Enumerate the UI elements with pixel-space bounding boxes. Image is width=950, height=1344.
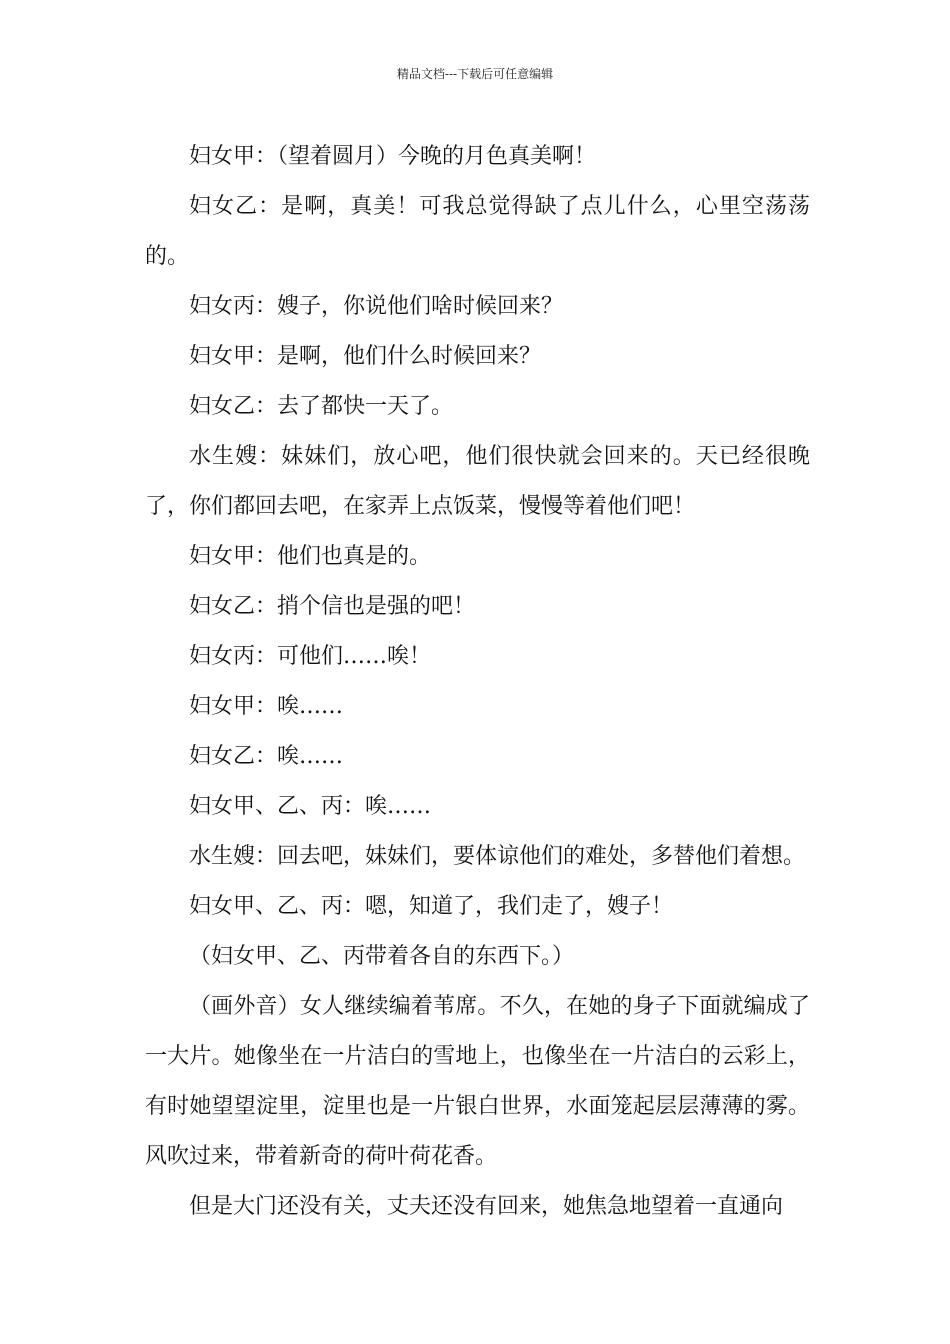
paragraph: 妇女甲：他们也真是的。 [189,544,432,569]
paragraph: 妇女乙：去了都快一天了。 [189,394,454,419]
page-header: 精品文档---下载后可任意编辑 [396,67,554,81]
paragraph: 但是大门还没有关，丈夫还没有回来，她焦急地望着一直通向 [189,1194,784,1219]
paragraph: （画外音）女人继续编着苇席。不久，在她的身子下面就编成了一大片。她像坐在一片洁白的雪地上，也像坐在一片洁白的云彩上，有时她望望淀里，淀里也是一片银白世界，水面笼起层层薄薄的雾。风吹过来，带着新奇的荷叶荷花香。 [145,994,810,1169]
paragraph: 妇女甲：（望着圆月）今晚的月色真美啊！ [189,144,597,169]
paragraph: 水生嫂：回去吧，妹妹们，要体谅他们的难处，多替他们着想。 [189,844,806,869]
paragraph: 妇女丙：嫂子，你说他们啥时候回来？ [189,294,564,319]
paragraph: 妇女乙：唉…… [189,744,344,769]
document-body [145,132,810,1232]
paragraph: 妇女丙：可他们……唉！ [189,644,432,669]
paragraph: 妇女甲、乙、丙：嗯，知道了，我们走了，嫂子！ [189,894,674,919]
paragraph: 妇女甲：唉…… [189,694,344,719]
paragraph: 妇女甲：是啊，他们什么时候回来？ [189,344,542,369]
paragraph: 妇女乙：捎个信也是强的吧！ [189,594,476,619]
paragraph: （妇女甲、乙、丙带着各自的东西下。） [189,944,575,969]
paragraph: 水生嫂：妹妹们，放心吧，他们很快就会回来的。天已经很晚了，你们都回去吧，在家弄上点饭菜，慢慢等着他们吧！ [145,444,810,519]
paragraph: 妇女甲、乙、丙：唉…… [189,794,432,819]
paragraph: 妇女乙：是啊，真美！可我总觉得缺了点儿什么，心里空荡荡的。 [145,194,810,269]
